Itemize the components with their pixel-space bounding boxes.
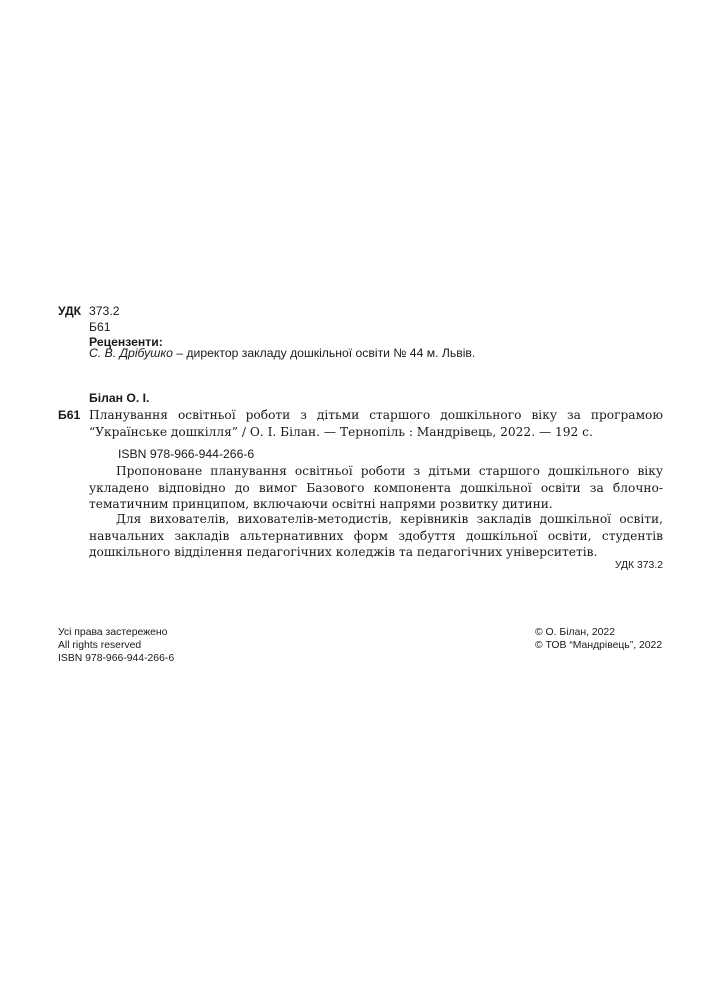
copyright-author: © О. Білан, 2022 bbox=[535, 627, 615, 638]
udk-number: 373.2 bbox=[89, 304, 120, 318]
bbk-code: Б61 bbox=[89, 320, 111, 334]
reviewer-desc: – директор закладу дошкільної освіти № 44 м. Львів. bbox=[172, 346, 476, 360]
annotation-udk-right: УДК 373.2 bbox=[614, 560, 663, 571]
record-code: Б61 bbox=[58, 408, 81, 422]
record-author: Білан О. І. bbox=[89, 391, 150, 405]
copyright-publisher: © ТОВ “Мандрівець”, 2022 bbox=[535, 640, 663, 651]
annotation-paragraph-2: Для вихователів, вихователів-методистів, керівників закладів дошкільної освіти, навчальних закладів альтернативних форм здобуття дошкільної освіти, студентів дошкільного відділення педагогічних коледжів та педагогічних університетів. bbox=[89, 512, 663, 559]
reviewers-label: Рецензенти: bbox=[89, 335, 163, 349]
record-isbn: ISBN 978-966-944-266-6 bbox=[118, 447, 255, 461]
rights-ua: Усі права застережено bbox=[58, 627, 168, 638]
reviewer-name: С. В. Дрібушко bbox=[89, 346, 173, 360]
reviewer-line bbox=[89, 345, 475, 361]
footer-isbn: ISBN 978-966-944-266-6 bbox=[58, 653, 175, 664]
udk-label: УДК bbox=[58, 304, 82, 318]
annotation-paragraph-1: Пропоноване планування освітньої роботи з дітьми старшого дошкільного віку укладено відповідно до вимог Базового компонента дошкільної освіти за блочно-тематичним принципом, включаючи освітні напрями розвитку дитини. bbox=[89, 464, 663, 511]
record-description: Планування освітньої роботи з дітьми старшого дошкільного віку за програмою “Українське дошкілля” / О. І. Білан. — Тернопіль : Мандрівець, 2022. — 192 с. bbox=[89, 408, 663, 439]
rights-en: All rights reserved bbox=[58, 640, 142, 651]
